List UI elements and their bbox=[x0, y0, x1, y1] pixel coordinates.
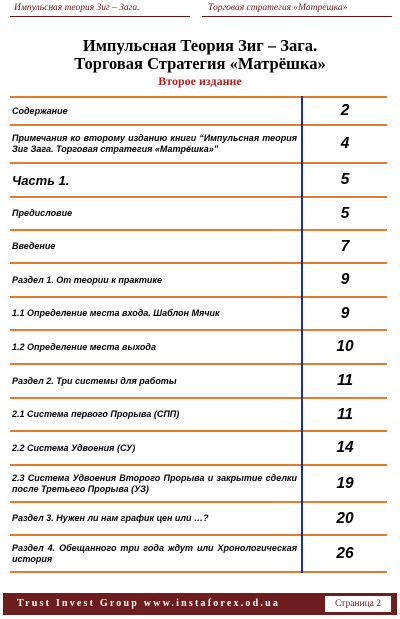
toc-entry-page: 9 bbox=[340, 271, 350, 288]
toc-entry-label[interactable]: 2.3 Система Удвоения Второго Прорыва и закрытие сделки после Третьего Прорыва (УЗ) bbox=[12, 472, 297, 494]
header-underline-left bbox=[10, 16, 190, 17]
toc-entry-label[interactable]: 1.1 Определение места входа. Шаблон Мячик bbox=[12, 308, 220, 318]
header-underline-right bbox=[202, 16, 392, 17]
toc-entry-page: 19 bbox=[336, 474, 354, 492]
toc-entry-page: 2 bbox=[340, 102, 350, 119]
toc-entry-label[interactable]: Содержание bbox=[12, 105, 68, 116]
toc-entry-page: 14 bbox=[336, 439, 354, 456]
toc-entry-page: 9 bbox=[340, 304, 350, 322]
toc-entry-page: 5 bbox=[340, 171, 350, 188]
toc-entry-label[interactable]: Предисловие bbox=[12, 208, 73, 218]
toc-entry-label[interactable]: 2.1 Система первого Прорыва (СПП) bbox=[12, 409, 180, 419]
edition-subtitle: Второе издание bbox=[158, 74, 242, 88]
page-footer bbox=[3, 593, 397, 615]
toc-entry-page: 4 bbox=[340, 135, 350, 152]
toc-entry-page: 7 bbox=[340, 237, 350, 255]
toc-entry-label[interactable]: Раздел 3. Нужен ли нам график цен или …? bbox=[12, 513, 209, 523]
toc-entry-page: 26 bbox=[336, 544, 354, 562]
toc-divider bbox=[10, 571, 387, 573]
table-of-contents bbox=[10, 96, 387, 567]
running-header-left: Импульсная теория Зиг – Зага. bbox=[14, 3, 140, 13]
toc-entry-label[interactable]: 2.2 Система Удвоения (СУ) bbox=[12, 442, 136, 453]
toc-entry-label[interactable]: Введение bbox=[12, 241, 56, 251]
toc-entry-page: 20 bbox=[336, 509, 354, 527]
toc-entry-page: 11 bbox=[336, 372, 354, 389]
toc-column-separator bbox=[301, 96, 303, 573]
footer-brand: Trust Invest Group www.instaforex.od.ua bbox=[17, 598, 281, 609]
toc-entry-page: 5 bbox=[340, 204, 350, 222]
running-header-right: Торговая стратегия «Матрёшка» bbox=[208, 3, 348, 13]
toc-entry-label[interactable]: Примечания ко второму изданию книги “Импульсная теория Зиг Зага. Торговая стратегия «Матрёшка»” bbox=[12, 133, 297, 154]
document-title-line2: Торговая Стратегия «Матрёшка» bbox=[74, 54, 326, 73]
document-title-line1: Импульсная Теория Зиг – Зага. bbox=[82, 36, 318, 55]
toc-entry-label[interactable]: Раздел 2. Три системы для работы bbox=[12, 375, 177, 386]
toc-entry-label[interactable]: Часть 1. bbox=[12, 172, 70, 188]
toc-entry-label[interactable]: Раздел 4. Обещанного три года ждут или Хронологическая история bbox=[12, 542, 297, 564]
footer-page-number: Страница 2 bbox=[325, 596, 391, 612]
toc-entry-label[interactable]: 1.2 Определение места выхода bbox=[12, 341, 156, 352]
toc-entry-page: 11 bbox=[336, 405, 354, 423]
toc-entry-label[interactable]: Раздел 1. От теории к практике bbox=[12, 274, 162, 285]
toc-entry-page: 10 bbox=[336, 338, 354, 355]
